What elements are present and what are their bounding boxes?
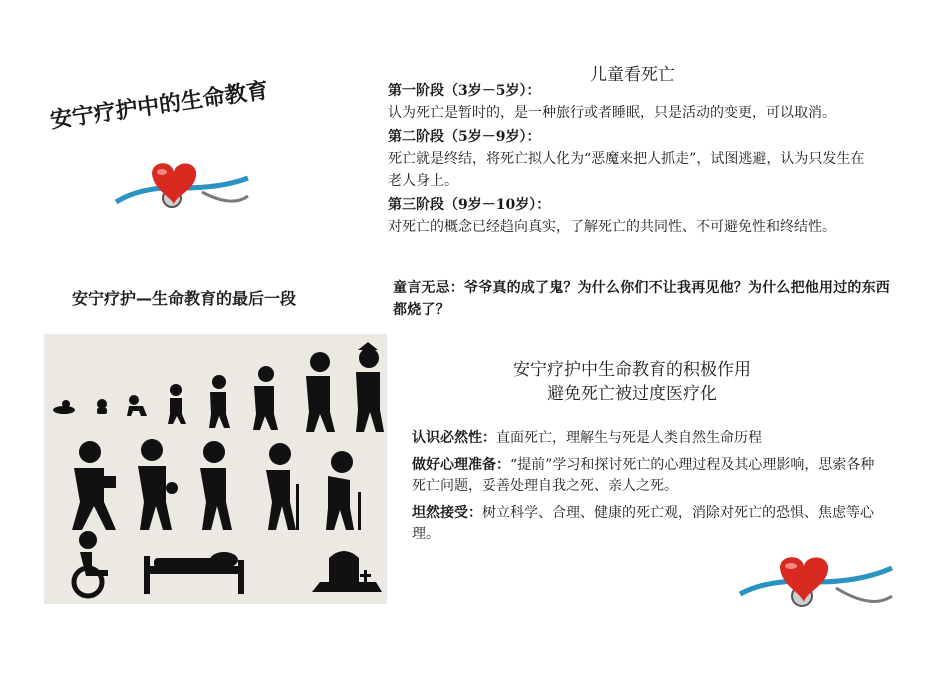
- point-label: 坦然接受：: [412, 505, 482, 521]
- positive-title-line2: 避免死亡被过度医疗化: [547, 384, 717, 404]
- point-item: [412, 428, 882, 449]
- heart-stethoscope-icon: [736, 556, 896, 616]
- positive-points: [412, 428, 882, 551]
- stage-list: [388, 80, 908, 240]
- life-stages-silhouettes: [44, 334, 387, 604]
- positive-section-title: [472, 358, 792, 406]
- stage-heading: 第一阶段（3岁－5岁）：: [388, 83, 541, 99]
- heart-stethoscope-icon: [112, 162, 252, 214]
- main-title: 安宁疗护中的生命教育: [48, 78, 271, 134]
- stage-heading: 第三阶段（9岁－10岁）：: [388, 197, 551, 213]
- stage-text: 死亡就是终结，将死亡拟人化为“恶魔来把人抓走”，试图逃避，认为只发生在老人身上。: [388, 151, 865, 189]
- children-quote: 童言无忌：爷爷真的成了鬼？为什么你们不让我再见他？为什么把他用过的东西都烧了？: [393, 280, 890, 318]
- point-text: 树立科学、合理、健康的死亡观，消除对死亡的恐惧、焦虑等心理。: [412, 505, 874, 542]
- point-text: “提前”学习和探讨死亡的心理过程及其心理影响，思索各种死亡问题，妥善处理自我之死、亲人之死。: [412, 457, 875, 494]
- stage-text: 对死亡的概念已经趋向真实，了解死亡的共同性、不可避免性和终结性。: [388, 219, 836, 235]
- positive-title-line1: 安宁疗护中生命教育的积极作用: [513, 360, 751, 380]
- stage-heading: 第二阶段（5岁－9岁）：: [388, 129, 541, 145]
- point-item: [412, 503, 882, 545]
- point-text: 直面死亡，理解生与死是人类自然生命历程: [496, 430, 762, 446]
- children-section-title: 儿童看死亡: [590, 65, 675, 85]
- left-subtitle: 安宁疗护—生命教育的最后一段: [72, 289, 297, 308]
- point-item: [412, 455, 882, 497]
- point-label: 做好心理准备：: [412, 457, 510, 473]
- life-stages-image: [44, 334, 387, 604]
- stage-text: 认为死亡是暂时的，是一种旅行或者睡眠，只是活动的变更，可以取消。: [388, 105, 836, 121]
- point-label: 认识必然性：: [412, 430, 496, 446]
